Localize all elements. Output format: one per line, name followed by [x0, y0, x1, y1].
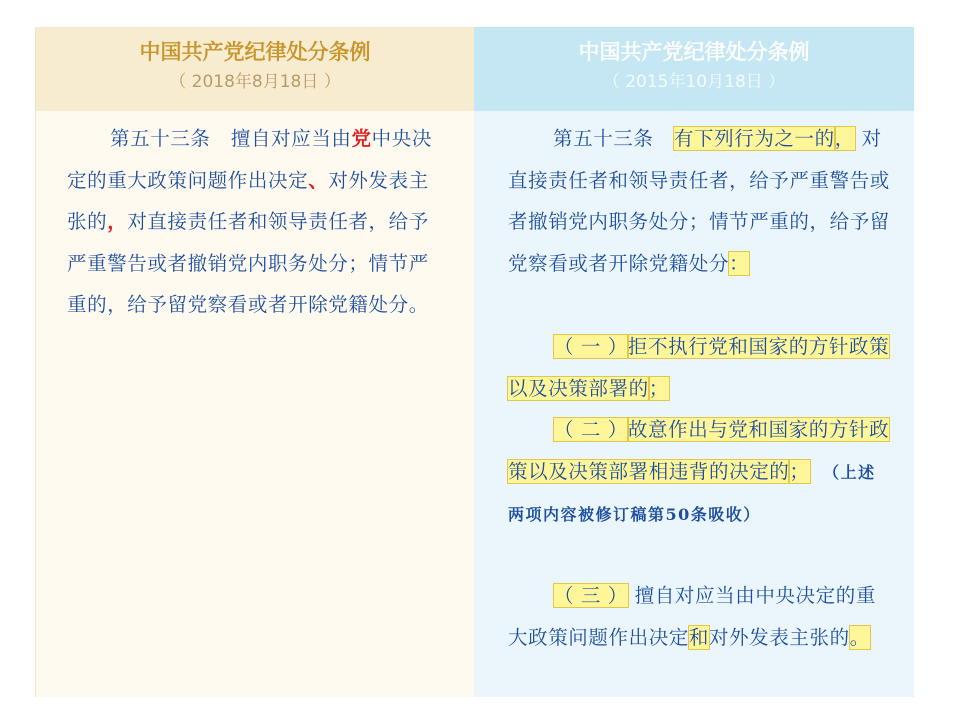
date-2015: （ 2015年10月18日 ）	[602, 72, 786, 92]
highlight-deleted: 有下列行为之一的	[673, 127, 835, 150]
article-2015-para1: 第五十三条 有下列行为之一的， 对直接责任者和领导责任者，给予严重警告或者撤销党内职务处分；情节严重的，给予留党察看或者开除党籍处分：	[508, 127, 890, 275]
highlight-deleted: ，	[834, 127, 855, 150]
header-2018	[36, 27, 474, 111]
added-punct: 、	[308, 168, 329, 192]
highlight-deleted: 和	[688, 625, 710, 649]
date-2018: （ 2018年8月18日 ）	[169, 72, 341, 92]
title-2015: 中国共产党纪律处分条例	[578, 39, 810, 64]
item-number: （ 三 ）	[554, 584, 628, 607]
added-punct: ，	[107, 210, 128, 233]
article-2018: 第五十三条 擅自对应当由党中央决定的重大政策问题作出决定、对外发表主张的，对直接责任者和领导责任者，给予严重警告或者撤销党内职务处分；情节严重的，给予留党察看或者开除党籍处分。	[67, 127, 432, 316]
item-number: （ 二 ）	[554, 418, 628, 441]
item-2: （ 二 ）故意作出与党和国家的方针政策以及决策部署相违背的决定的； （上述两项内容被修订稿第50条吸收）	[508, 418, 890, 524]
column-2018	[35, 27, 474, 697]
item-number: （ 一 ）	[554, 335, 628, 358]
title-2018: 中国共产党纪律处分条例	[139, 39, 371, 64]
column-2015	[474, 27, 914, 697]
article-number: 第五十三条	[553, 127, 654, 150]
revision-note: （上述两项内容被修订稿第50条吸收）	[508, 462, 876, 524]
highlight-deleted: 。	[849, 625, 870, 649]
item-3: （ 三 ） 擅自对应当由中央决定的重大政策问题作出决定和对外发表主张的。	[508, 584, 876, 649]
highlight-deleted: 拒不执行党和国家的方针政策以及决策部署的	[508, 335, 890, 400]
highlight-deleted: ：	[729, 251, 750, 275]
highlight-deleted: 故意作出与党和国家的方针政策以及决策部署相违背的决定的	[508, 418, 890, 483]
added-char: 党	[351, 127, 372, 150]
item-1: （ 一 ）拒不执行党和国家的方针政策以及决策部署的；	[508, 335, 890, 400]
header-2015	[474, 27, 914, 111]
article-number: 第五十三条	[110, 127, 211, 150]
